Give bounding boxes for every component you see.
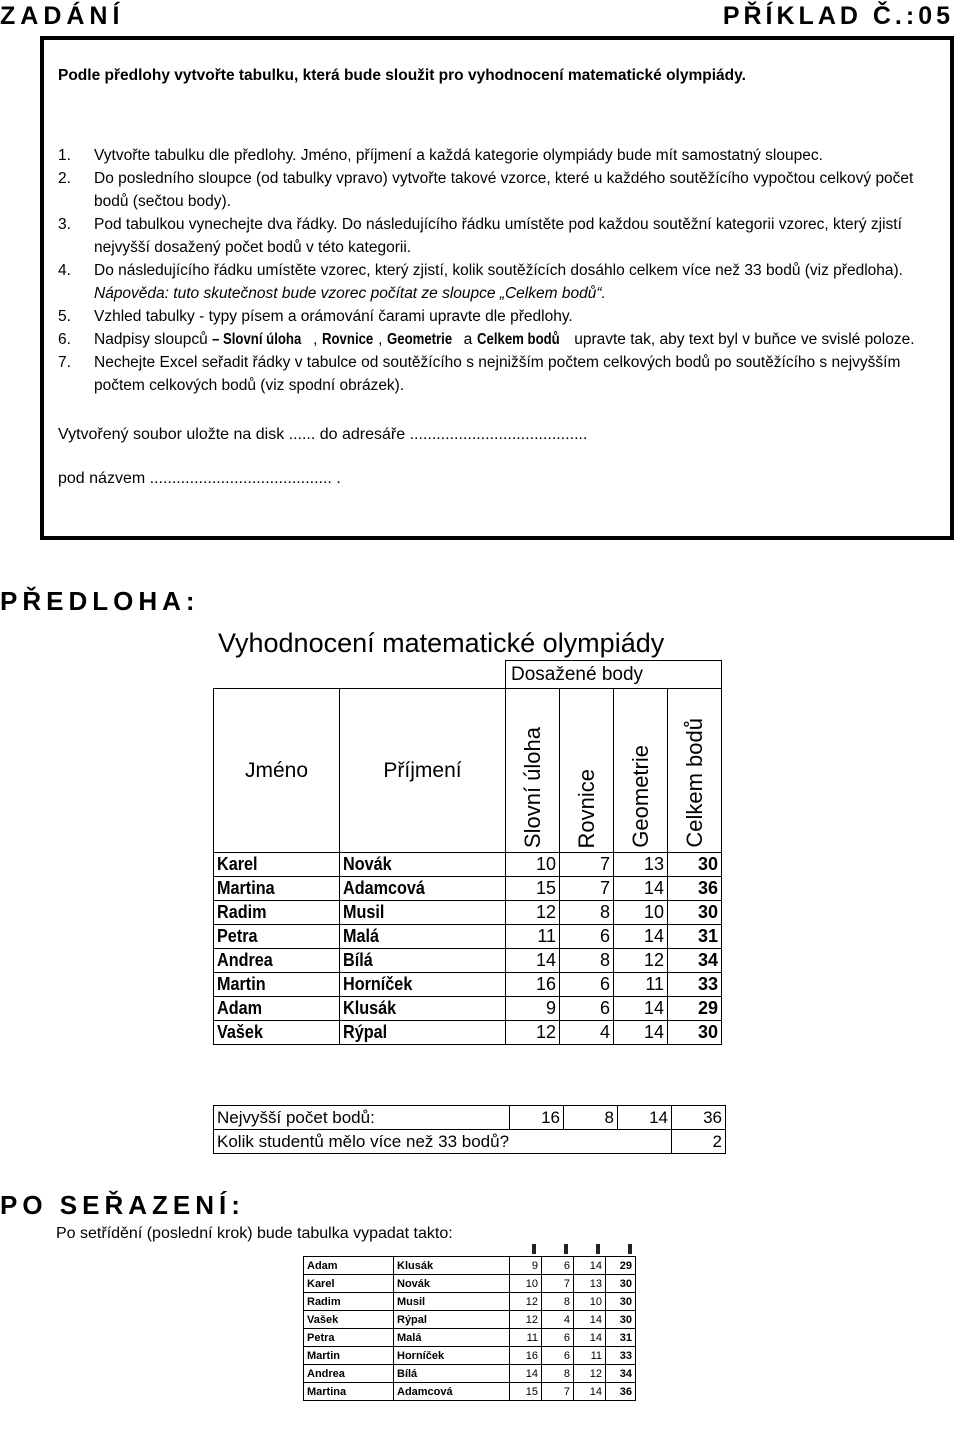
cell-slovni-uloha: 15	[506, 877, 560, 901]
summary-row-max	[214, 1106, 726, 1130]
sorted-table	[303, 1256, 636, 1401]
sorted-cell: 6	[542, 1347, 574, 1365]
sorted-cell: 30	[606, 1275, 636, 1293]
sorted-row	[304, 1293, 636, 1311]
table-row	[214, 925, 722, 949]
cell-rovnice: 6	[560, 997, 614, 1021]
cell-celkem: 29	[668, 997, 722, 1021]
cell-jmeno: Adam	[214, 997, 340, 1021]
cell-celkem: 34	[668, 949, 722, 973]
sorted-cell: Radim	[304, 1293, 394, 1311]
sorted-cell: 29	[606, 1257, 636, 1275]
sorted-cell: 31	[606, 1329, 636, 1347]
sorted-cell: 8	[542, 1365, 574, 1383]
sorted-row	[304, 1383, 636, 1401]
sorted-cell: 10	[574, 1293, 606, 1311]
task-item: 6. Nadpisy sloupců – Slovní úloha , Rovnice , Geometrie a Celkem bodů upravte tak, aby text byl v buňce ve svislé poloze.	[58, 331, 915, 348]
cell-slovni-uloha: 12	[506, 901, 560, 925]
cell-celkem: 30	[668, 1021, 722, 1045]
sorted-cell: 11	[574, 1347, 606, 1365]
sorted-cell: Novák	[394, 1275, 510, 1293]
sorted-cell: 7	[542, 1275, 574, 1293]
cropped-header-marks	[510, 1244, 660, 1256]
sorted-cell: 30	[606, 1311, 636, 1329]
section-heading-po-serazeni: PO SEŘAZENÍ:	[0, 1190, 245, 1220]
filename-instruction: pod názvem ......................................... .	[58, 470, 341, 487]
sorted-cell: Horníček	[394, 1347, 510, 1365]
summary-cell: 14	[618, 1106, 672, 1130]
group-header: Dosažené body	[506, 661, 722, 689]
sorted-cell: 36	[606, 1383, 636, 1401]
cell-rovnice: 6	[560, 925, 614, 949]
cell-rovnice: 7	[560, 877, 614, 901]
section-heading-predloha: PŘEDLOHA:	[0, 586, 200, 616]
table-row	[214, 1021, 722, 1045]
sorted-row	[304, 1275, 636, 1293]
cell-prijmeni: Malá	[340, 925, 506, 949]
cell-jmeno: Petra	[214, 925, 340, 949]
sorted-cell: 14	[510, 1365, 542, 1383]
task-item: 7. Nechejte Excel seřadit řádky v tabulce od soutěžícího s nejnižším počtem celkových bodů po soutěžícího s nejvyšším počtem celkových bodů (viz spodní obrázek).	[58, 354, 901, 394]
cell-geometrie: 14	[614, 877, 668, 901]
sorted-cell: 12	[510, 1293, 542, 1311]
sorted-table-image	[303, 1256, 663, 1420]
sorted-cell: Andrea	[304, 1365, 394, 1383]
cell-rovnice: 4	[560, 1021, 614, 1045]
cell-jmeno: Andrea	[214, 949, 340, 973]
cell-slovni-uloha: 9	[506, 997, 560, 1021]
summary-row-count	[214, 1130, 726, 1154]
sorted-cell: Adam	[304, 1257, 394, 1275]
task-item: 3. Pod tabulkou vynechejte dva řádky. Do následujícího řádku umístěte pod každou soutěžní kategorii vzorec, který zjistí nejvyšší dosažený počet bodů v této kategorii.	[58, 216, 902, 256]
cell-geometrie: 12	[614, 949, 668, 973]
cell-jmeno: Radim	[214, 901, 340, 925]
cell-jmeno: Vašek	[214, 1021, 340, 1045]
sorted-row	[304, 1257, 636, 1275]
cell-geometrie: 13	[614, 853, 668, 877]
sorted-cell: 30	[606, 1293, 636, 1311]
column-header-slovni-uloha: Slovní úloha	[506, 689, 560, 853]
sorted-cell: 4	[542, 1311, 574, 1329]
cell-celkem: 30	[668, 901, 722, 925]
sorted-row	[304, 1329, 636, 1347]
cell-prijmeni: Bílá	[340, 949, 506, 973]
cell-slovni-uloha: 14	[506, 949, 560, 973]
cell-rovnice: 8	[560, 901, 614, 925]
cell-celkem: 31	[668, 925, 722, 949]
sorted-cell: 12	[574, 1365, 606, 1383]
cell-geometrie: 14	[614, 997, 668, 1021]
sorted-cell: Musil	[394, 1293, 510, 1311]
summary-label-count: Kolik studentů mělo více než 33 bodů?	[214, 1130, 672, 1154]
results-table	[213, 660, 722, 1045]
cell-prijmeni: Adamcová	[340, 877, 506, 901]
sorted-cell: 7	[542, 1383, 574, 1401]
sorted-cell: Adamcová	[394, 1383, 510, 1401]
sorted-row	[304, 1347, 636, 1365]
summary-table	[213, 1105, 726, 1154]
sorted-cell: 14	[574, 1383, 606, 1401]
sorted-cell: 15	[510, 1383, 542, 1401]
sorted-cell: 14	[574, 1257, 606, 1275]
task-item: 1. Vytvořte tabulku dle předlohy. Jméno, příjmení a každá kategorie olympiády bude mít samostatný sloupec.	[58, 147, 823, 164]
column-header-prijmeni: Příjmení	[340, 689, 506, 853]
sorted-cell: 14	[574, 1329, 606, 1347]
cell-prijmeni: Klusák	[340, 997, 506, 1021]
column-header-celkem-bodu: Celkem bodů	[668, 689, 722, 853]
assignment-intro: Podle předlohy vytvořte tabulku, která bude sloužit pro vyhodnocení matematické olympiády.	[58, 67, 746, 84]
sorted-cell: 34	[606, 1365, 636, 1383]
sorted-cell: 6	[542, 1329, 574, 1347]
table-row	[214, 973, 722, 997]
table-row	[214, 901, 722, 925]
cell-slovni-uloha: 11	[506, 925, 560, 949]
summary-label-max: Nejvyšší počet bodů:	[214, 1106, 510, 1130]
sorted-cell: Malá	[394, 1329, 510, 1347]
cell-prijmeni: Musil	[340, 901, 506, 925]
sorted-cell: Petra	[304, 1329, 394, 1347]
table-row	[214, 997, 722, 1021]
sorted-cell: Klusák	[394, 1257, 510, 1275]
save-instruction: Vytvořený soubor uložte na disk ...... do adresáře ........................................	[58, 426, 588, 443]
sorted-cell: 11	[510, 1329, 542, 1347]
table-row	[214, 877, 722, 901]
cell-celkem: 33	[668, 973, 722, 997]
sorted-cell: Karel	[304, 1275, 394, 1293]
cell-geometrie: 14	[614, 1021, 668, 1045]
cell-slovni-uloha: 10	[506, 853, 560, 877]
page-header-left: ZADÁNÍ	[0, 2, 125, 30]
sorted-cell: Martina	[304, 1383, 394, 1401]
cell-celkem: 30	[668, 853, 722, 877]
sorted-cell: 16	[510, 1347, 542, 1365]
sorted-cell: 14	[574, 1311, 606, 1329]
column-header-geometrie: Geometrie	[614, 689, 668, 853]
cell-jmeno: Martina	[214, 877, 340, 901]
cell-geometrie: 11	[614, 973, 668, 997]
summary-cell: 2	[672, 1130, 726, 1154]
table-row	[214, 949, 722, 973]
table-row	[214, 853, 722, 877]
column-header-jmeno: Jméno	[214, 689, 340, 853]
sorted-cell: Rýpal	[394, 1311, 510, 1329]
sorted-cell: 9	[510, 1257, 542, 1275]
cell-geometrie: 10	[614, 901, 668, 925]
sorted-cell: 8	[542, 1293, 574, 1311]
task-list	[58, 144, 948, 397]
cell-prijmeni: Rýpal	[340, 1021, 506, 1045]
column-header-rovnice: Rovnice	[560, 689, 614, 853]
sorted-cell: Vašek	[304, 1311, 394, 1329]
task-item: 4. Do následujícího řádku umístěte vzorec, který zjistí, kolik soutěžících dosáhlo celkem více než 33 bodů (viz předloha). Nápověda: tuto skutečnost bude vzorec počítat ze sloupce „Celkem bodů“.	[58, 262, 903, 302]
assignment-box	[40, 36, 954, 540]
table-title: Vyhodnocení matematické olympiády	[218, 628, 665, 658]
summary-cell: 36	[672, 1106, 726, 1130]
sorted-cell: 33	[606, 1347, 636, 1365]
cell-rovnice: 8	[560, 949, 614, 973]
sorted-description: Po setřídění (poslední krok) bude tabulka vypadat takto:	[56, 1225, 453, 1242]
cell-jmeno: Karel	[214, 853, 340, 877]
cell-rovnice: 6	[560, 973, 614, 997]
page-header-right: PŘÍKLAD Č.:05	[722, 2, 954, 30]
sorted-row	[304, 1311, 636, 1329]
sorted-cell: 13	[574, 1275, 606, 1293]
sorted-cell: 6	[542, 1257, 574, 1275]
sorted-cell: Martin	[304, 1347, 394, 1365]
sorted-row	[304, 1365, 636, 1383]
sorted-cell: Bílá	[394, 1365, 510, 1383]
sorted-cell: 12	[510, 1311, 542, 1329]
cell-prijmeni: Horníček	[340, 973, 506, 997]
cell-celkem: 36	[668, 877, 722, 901]
cell-geometrie: 14	[614, 925, 668, 949]
cell-rovnice: 7	[560, 853, 614, 877]
task-item: 2. Do posledního sloupce (od tabulky vpravo) vytvořte takové vzorce, které u každého soutěžícího vypočtou celkový počet bodů (sečtou body).	[58, 170, 914, 210]
cell-prijmeni: Novák	[340, 853, 506, 877]
cell-slovni-uloha: 12	[506, 1021, 560, 1045]
summary-cell: 8	[564, 1106, 618, 1130]
cell-slovni-uloha: 16	[506, 973, 560, 997]
sorted-cell: 10	[510, 1275, 542, 1293]
summary-cell: 16	[510, 1106, 564, 1130]
cell-jmeno: Martin	[214, 973, 340, 997]
task-item: 5. Vzhled tabulky - typy písem a orámování čarami upravte dle předlohy.	[58, 308, 573, 325]
